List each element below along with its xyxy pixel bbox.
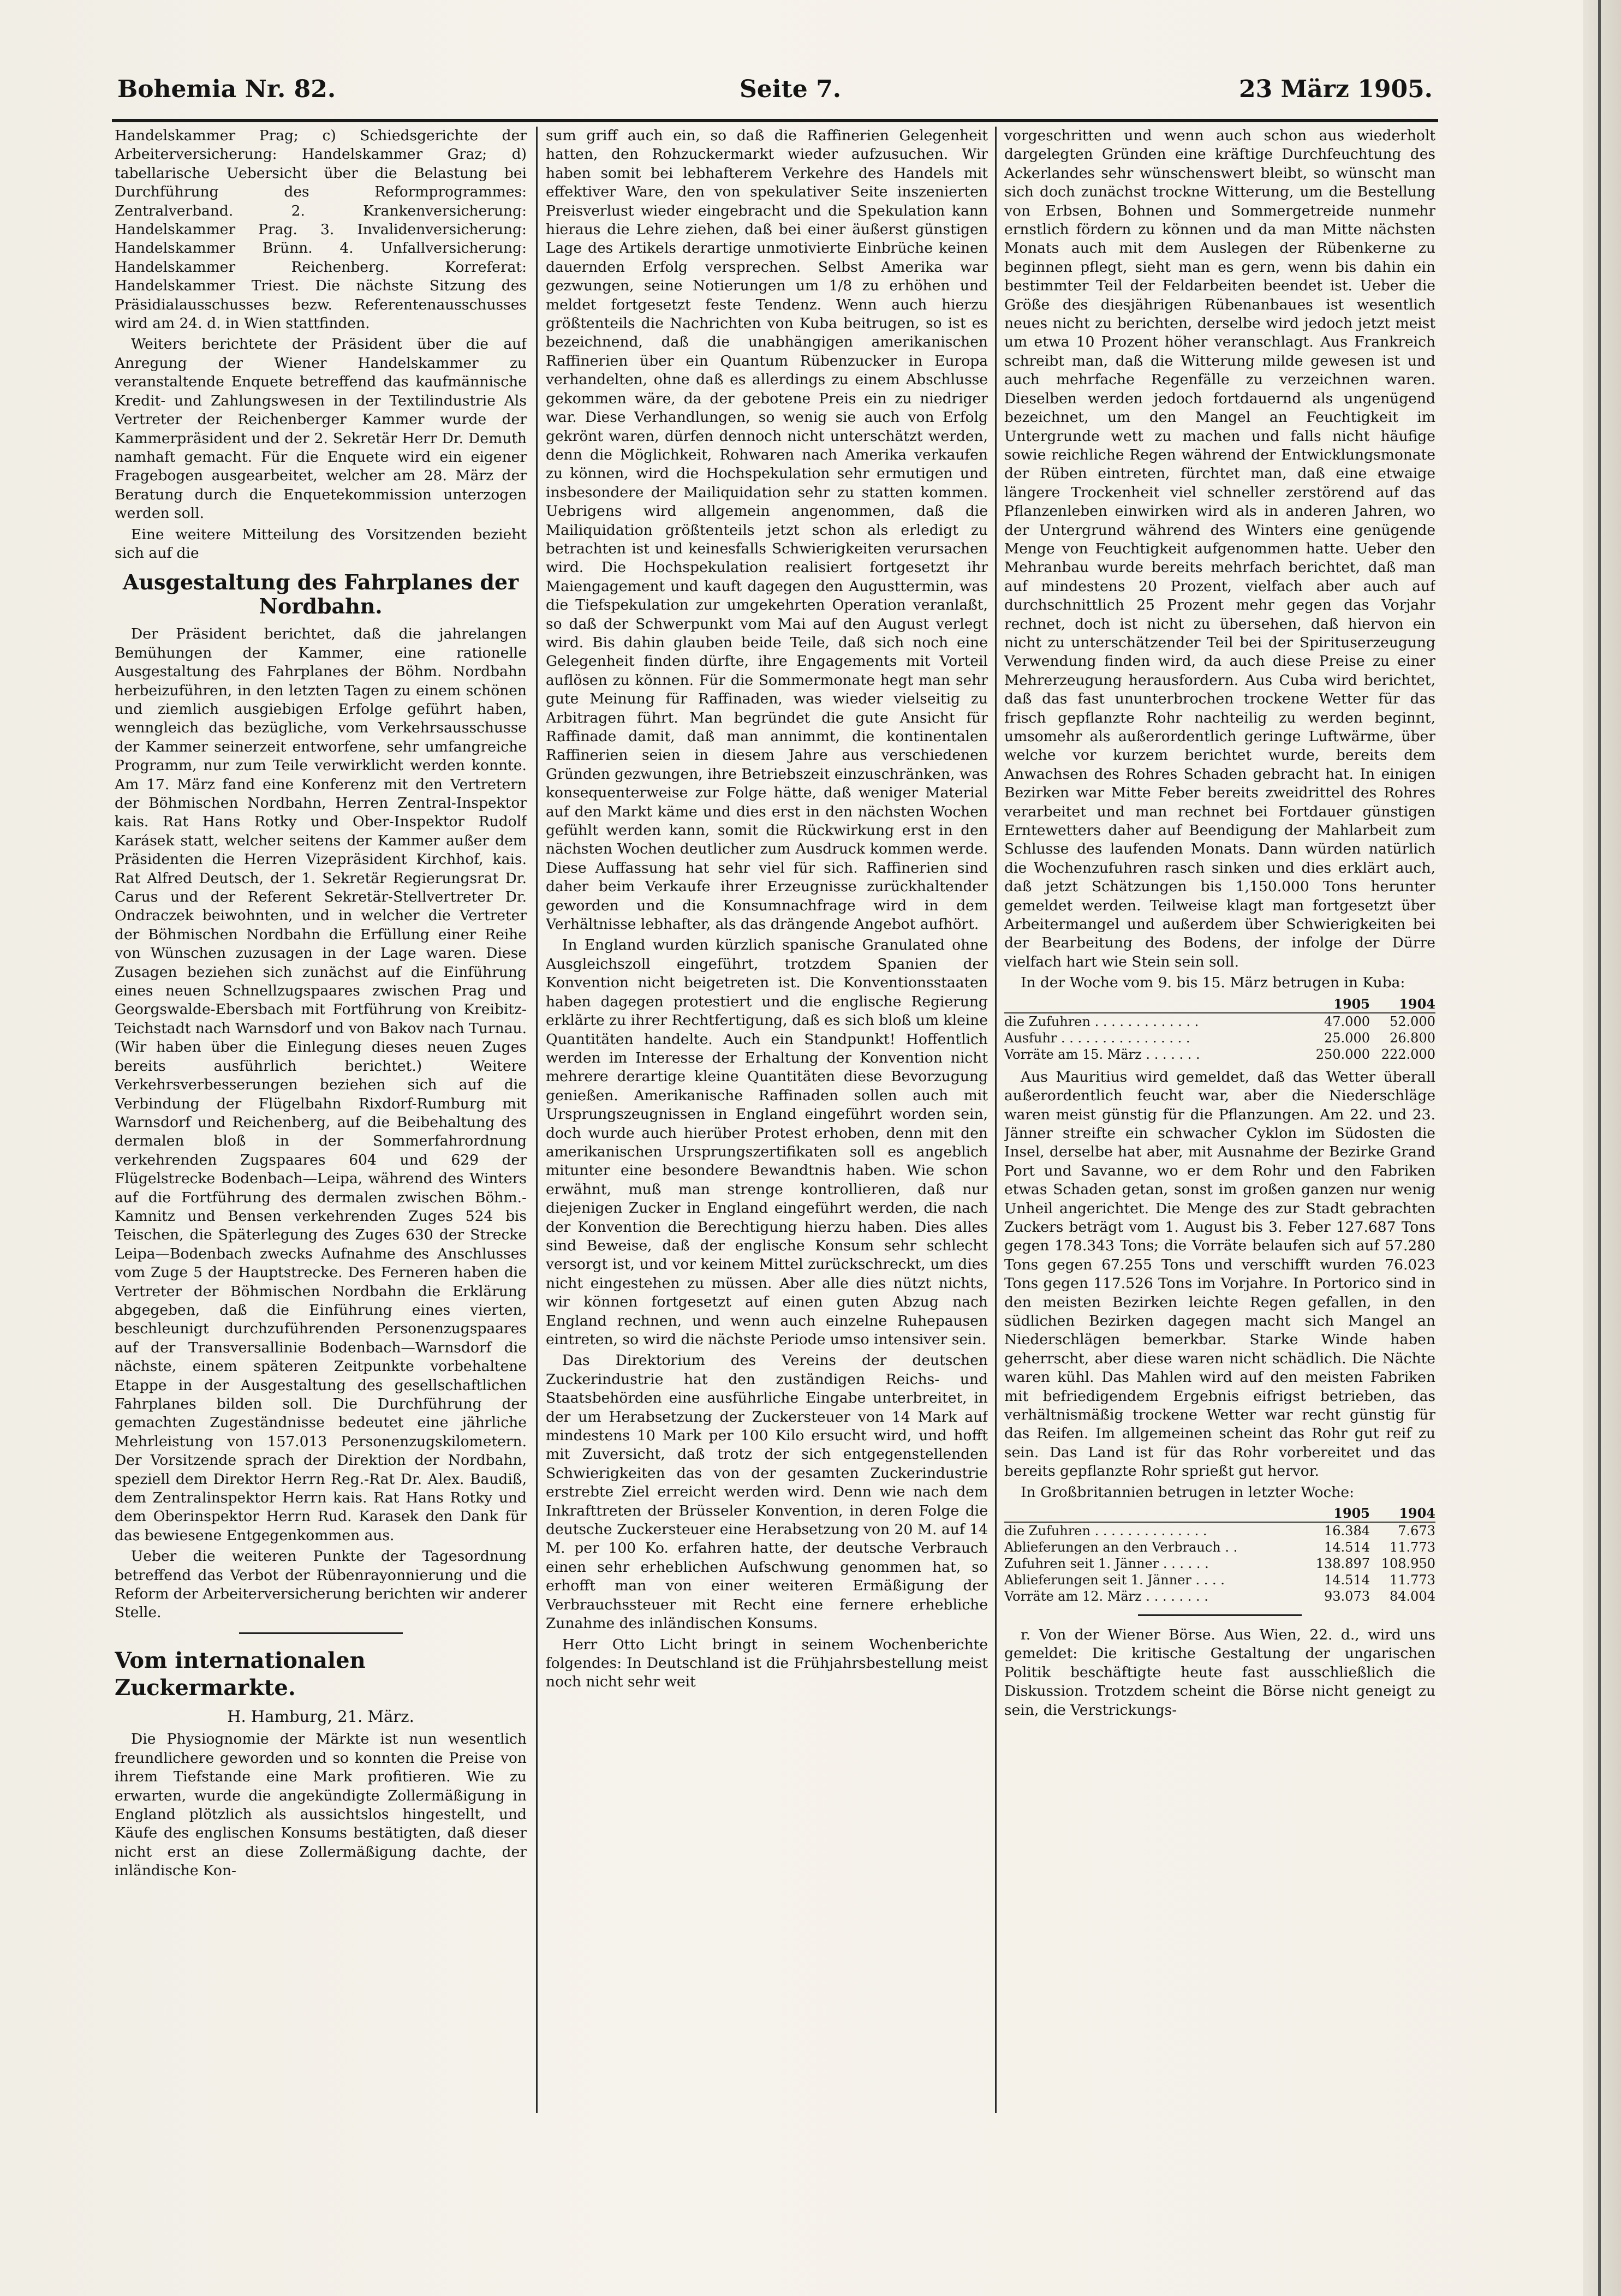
article-paragraph: sum griff auch ein, so daß die Raffinerien Gelegenheit hatten, den Rohzuckermarkt wieder aufzusuchen. Wir haben somit bei lebhafterem Verkehre des Handels mit effektiver Ware, den von spekulativer Seite inszenierten Preisverlust wieder eingebracht und die Spekulation kann hieraus die Lehre ziehen, daß bei einer äußerst günstigen Lage des Artikels derartige unmotivierte Einbrüche keinen dauernden Erfolg versprechen. Selbst Amerika war gezwungen, seine Notierungen um 1/8 zu erhöhen und meldet fortgesetzt feste Tendenz. Wenn auch hierzu größtenteils die Nachrichten von Kuba beitrugen, so ist es bezeichnend, daß die unabhängigen amerikanischen Raffinerien über ein Quantum Rübenzucker in Europa verhandelten, ohne daß es allerdings zu einem Abschlusse gekommen wäre, da der gebotene Preis ein zu niedriger war. Diese Verhandlungen, so wenig sie auch von Erfolg gekrönt waren, dürfen dennoch nicht unterschätzt werden, denn die Möglichkeit, Rohwaren nach Amerika verkaufen zu können, wird die Hochspekulation sehr ermutigen und insbesondere der Mailiquidation sehr zu statten kommen. Uebrigens wird allgemein angenommen, daß die Mailiquidation größtenteils jetzt schon als erledigt zu betrachten ist und keinesfalls Schwierigkeiten verursachen wird. Die Hochspekulation realisiert fortgesetzt ihr Maiengagement und kauft dagegen den Augusttermin, was die Tiefspekulation zur umgekehrten Operation veranlaßt, so daß der Schwerpunkt vom Mai auf den August verlegt wird. Bis dahin glauben beide Teile, daß sich noch eine Gelegenheit finden dürfte, ihre Engagements mit Vorteil auflösen zu können. Für die Sommermonate hegt man sehr gute Meinung für Raffinaden, was wieder vielseitig zu Arbitragen führt. Man begründet die gute Ansicht für Raffinade damit, daß man annimmt, die kontinentalen Raffinerien seien in diesem Jahre aus verschiedenen Gründen gezwungen, ihre Betriebszeit einzuschränken, was konsequenterweise zur Folge hätte, daß weniger Material auf den Markt käme und dies erst in den nächsten Wochen gefühlt werden kann, somit die Rückwirkung erst in den nächsten Wochen deutlicher zum Ausdruck kommen werde. Diese Auffassung hat sehr viel für sich. Raffinerien sind daher beim Verkaufe ihrer Erzeugnisse zurückhaltender geworden und die Konsumnachfrage wird in dem Verhältnisse lebhafter, als das drängende Angebot aufhört. [546, 127, 988, 933]
table-label: Zufuhren seit 1. Jänner . . . . . . [1004, 1556, 1209, 1572]
section-heading: Ausgestaltung des Fahrplanes der Nordbahn. [122, 570, 519, 619]
column-rule [995, 127, 997, 2113]
article-paragraph: In England wurden kürzlich spanische Granulated ohne Ausgleichszoll eingeführt, trotzdem Spanien der Konvention nicht beigetreten ist. Die Konventionsstaaten haben dagegen protestiert und die englische Regierung erklärte zu ihrer Rechtfertigung, daß es sich bloß um kleine Quantitäten handelte. Auch ein Standpunkt! Hoffentlich werden im Interesse der Erhaltung der Konvention nicht mehrere derartige kleine Quantitäten diese Bevorzugung genießen. Amerikanische Raffinaden sollen auch mit Ursprungszeugnissen in England eingeführt worden sein, doch wurde auch hierüber Protest erhoben, denn mit den amerikanischen Ursprungszertifikaten soll es angeblich mitunter eine besondere Bewandtnis haben. Wie schon erwähnt, muß man strenge kontrollieren, daß nur diejenigen Zucker in England eingeführt werden, die nach der Konvention die Berechtigung hierzu haben. Dies alles sind Beweise, daß der englische Konsum sehr schlecht versorgt ist, und vor keinem Mittel zurückschreckt, um dies nicht eingestehen zu müssen. Aber alle dies nützt nichts, wir können fortgesetzt auf einen guten Abzug nach England rechnen, und wenn auch einzelne Ruhepausen eintreten, so wird die nächste Periode umso intensiver sein. [546, 937, 988, 1348]
table-cell: 47.000 [1324, 1013, 1370, 1029]
table-cell: 52.000 [1390, 1013, 1435, 1029]
table-cell: 84.004 [1390, 1589, 1435, 1605]
table-row [1004, 1572, 1435, 1588]
article-paragraph: r. Von der Wiener Börse. Aus Wien, 22. d., wird uns gemeldet: Die kritische Gestaltung der ungarischen Politik beschäftigte heute fast ausschließlich die Diskussion. Trotzdem scheint die Börse nicht geneigt zu sein, die Verstrickungs- [1004, 1626, 1435, 1719]
table-row [1004, 1046, 1435, 1063]
table-header-row [1004, 996, 1435, 1013]
dateline: H. Hamburg, 21. März. [227, 1707, 414, 1726]
table-header-row [1004, 1505, 1435, 1522]
table-row [1004, 1555, 1435, 1572]
table-year: 1905 [1304, 996, 1370, 1013]
great-britain-statistics-table [1004, 1505, 1435, 1605]
article-paragraph: Das Direktorium des Vereins der deutschen Zuckerindustrie hat den zuständigen Reichs- und Staatsbehörden eine ausführliche Eingabe unterbreitet, in der um Herabsetzung der Zuckersteuer von 14 Mark auf mindestens 10 Mark per 100 Kilo ersucht wird, und hofft mit Zuversicht, daß trotz der sich entgegenstellenden Schwierigkeiten das von der gesamten Zuckerindustrie erstrebte Ziel erreicht werden wird. Denn wie nach dem Inkrafttreten der Brüsseler Konvention, in deren Folge die deutsche Zuckersteuer eine Herabsetzung von 20 M. auf 14 M. per 100 Ko. erfahren hatte, der deutsche Verbrauch einen sehr erheblichen Aufschwung genommen hat, so erhofft man von einer weiteren Ermäßigung der Verbrauchssteuer mit Recht eine fernere erhebliche Zunahme des inländischen Konsums. [546, 1352, 988, 1632]
column-2 [546, 127, 988, 2113]
article-paragraph: Aus Mauritius wird gemeldet, daß das Wetter überall außerordentlich feucht war, aber die Niederschläge waren meist günstig für die Pflanzungen. Am 22. und 23. Jänner streifte ein schwacher Cyklon im Südosten die Insel, derselbe hat aber, mit Ausnahme der Bezirke Grand Port und Savanne, wo er dem Rohr und den Fabriken etwas Schaden getan, sonst im großen ganzen nur wenig Unheil angerichtet. Die Menge des zur Stadt gebrachten Zuckers beträgt vom 1. August bis 3. Feber 127.687 Tons gegen 178.343 Tons; die Vorräte belaufen sich auf 57.280 Tons gegen 67.255 Tons und verschifft wurden 76.023 Tons gegen 117.526 Tons im Vorjahre. In Portorico sind in den meisten Bezirken leichte Regen gefallen, in den südlichen Bezirken dagegen macht sich Mangel an Niederschlägen bemerkbar. Starke Winde haben geherrscht, aber diese waren nicht schädlich. Die Nächte waren kühl. Das Mahlen wird auf den meisten Fabriken mit befriedigendem Ergebnis eifrigst betrieben, das verhältnismäßig trockene Wetter war recht günstig für das Reifen. Im allgemeinen scheint das Rohr gut reif zu sein. Das Land ist für das Rohr vorbereitet und das bereits gepflanzte Rohr sprießt gut hervor. [1004, 1068, 1435, 1480]
article-paragraph: In der Woche vom 9. bis 15. März betrugen in Kuba: [1021, 974, 1405, 992]
article-divider [239, 1632, 403, 1634]
table-row [1004, 1030, 1435, 1046]
page-header [117, 75, 1433, 114]
table-cell: 222.000 [1381, 1046, 1435, 1062]
article-paragraph: Der Präsident berichtet, daß die jahrelangen Bemühungen der Kammer, eine rationelle Ausgestaltung des Fahrplanes der Böhm. Nordbahn herbeizuführen, in den letzten Tagen zu einem schönen und ziemlich ausgiebigen Erfolge geführt haben, wenngleich das bezügliche, vom Verkehrsausschusse der Kammer seinerzeit entworfene, sehr umfangreiche Programm, nur zum Teile verwirklicht werden konnte. Am 17. März fand eine Konferenz mit den Vertretern der Böhmischen Nordbahn, Herren Zentral-Inspektor kais. Rat Hans Rotky und Ober-Inspektor Rudolf Karásek statt, welcher seitens der Kammer außer dem Präsidenten die Herren Vizepräsident Kirchhof, kais. Rat Alfred Deutsch, der 1. Sekretär Regierungsrat Dr. Carus und der Referent Sekretär-Stellvertreter Dr. Ondraczek beiwohnten, und in welcher die Vertreter der Böhmischen Nordbahn die Erfüllung einer Reihe von Wünschen zuzusagen in der Lage waren. Diese Zusagen beziehen sich zunächst auf die Einführung eines neuen Schnellzugspaares zwischen Prag und Georgswalde-Ebersbach mit Fortführung von Kreibitz-Teichstadt nach Warnsdorf und von Bakov nach Turnau. (Wir haben über die Einlegung dieses neuen Zuges bereits ausführlich berichtet.) Weitere Verkehrsverbesserungen beziehen sich auf die Verbindung der Flügelbahn Rixdorf-Rumburg mit Warnsdorf und Reichenberg, auf die Beibehaltung des dermalen bloß in der Sommerfahrordnung verkehrenden Zugspaares 604 und 629 der Flügelstrecke Bodenbach—Leipa, während des Winters auf die Fortführung des dermalen zwischen Böhm.-Kamnitz und Bensen verkehrenden Zuges 524 bis Teischen, die Späterlegung des Zuges 630 der Strecke Leipa—Bodenbach zwecks Aufnahme des Anschlusses vom Zuge 5 der Hauptstrecke. Des Ferneren haben die Vertreter der Böhmischen Nordbahn die Erklärung abgegeben, daß die Einführung eines vierten, beschleunigt durchzuführenden Personenzugspaares auf der Transversallinie Bodenbach—Warnsdorf die nächste, einem späteren Zeitpunkte vorbehaltene Etappe in der Ausgestaltung des gesellschaftlichen Fahrplanes bilden soll. Die Durchführung der gemachten Zugeständnisse bedeutet eine jährliche Mehrleistung von 157.013 Personenzugskilometern. Der Vorsitzende sprach der Direktion der Nordbahn, speziell dem Direktor Herrn Reg.-Rat Dr. Alex. Baudiß, dem Zentralinspektor Herrn kais. Rat Hans Rotky und dem Oberinspektor Herrn Rud. Karasek den Dank für das bewiesene Entgegenkommen aus. [115, 625, 527, 1544]
table-cell: 93.073 [1324, 1589, 1370, 1605]
article-paragraph: Ueber die weiteren Punkte der Tagesordnung betreffend das Verbot der Rübenrayonnierung und die Reform der Arbeiterversicherung berichten wir anderer Stelle. [115, 1548, 527, 1621]
table-row [1004, 1539, 1435, 1555]
table-label: Vorräte am 12. März . . . . . . . . [1004, 1589, 1208, 1605]
header-publication: Bohemia Nr. 82. [117, 75, 336, 103]
table-year: 1904 [1370, 996, 1435, 1013]
table-cell: 138.897 [1315, 1556, 1370, 1572]
article-paragraph: Weiters berichtete der Präsident über die auf Anregung der Wiener Handelskammer zu veranstaltende Enquete betreffend das kaufmännische Kredit- und Zahlungswesen in der Textilindustrie Als Vertreter der Reichenberger Kammer wurde der Kammerpräsident und der 2. Sekretär Herr Dr. Demuth namhaft gemacht. Für die Enquete wird ein eigener Fragebogen ausgearbeitet, welcher am 28. März der Beratung durch die Enquetekommission unterzogen werden soll. [115, 336, 527, 522]
table-label: Vorräte am 15. März . . . . . . . [1004, 1046, 1200, 1062]
kuba-statistics-table [1004, 996, 1435, 1063]
table-cell: 26.800 [1390, 1030, 1435, 1046]
article-headline: Vom internationalen Zuckermarkte. [115, 1647, 366, 1701]
article-paragraph: vorgeschritten und wenn auch schon aus wiederholt dargelegten Gründen eine kräftige Durchfeuchtung des Ackerlandes sehr wünschenswert bleibt, so wünscht man sich doch zunächst trockne Witterung, um die Bestellung von Erbsen, Bohnen und Sommergetreide nunmehr ernstlich fördern zu können und da man Mitte nächsten Monats auch mit dem Auslegen der Rübenkerne zu beginnen pflegt, sieht man es gern, wenn bis dahin ein bestimmter Teil der Feldarbeiten beendet ist. Ueber die Größe des diesjährigen Rübenanbaues ist wesentlich neues nicht zu berichten, derselbe wird jedoch jetzt meist um etwa 10 Prozent höher veranschlagt. Aus Frankreich schreibt man, daß die Witterung milde gewesen ist und auch mehrfache Regenfälle zu verzeichnen waren. Dieselben werden jedoch fortdauernd als ungenügend bezeichnet, um den Mangel an Feuchtigkeit im Untergrunde wett zu machen und falls nicht häufige sowie reichliche Regen während der Entwicklungsmonate der Rüben eintreten, fürchtet man, daß eine etwaige längere Trockenheit viel schneller zerstörend auf das Pflanzenleben einwirken wird als in anderen Jahren, wo der Untergrund während des Winters eine genügende Menge von Feuchtigkeit aufgenommen hatte. Ueber den Mehranbau wurde bereits mehrfach berichtet, daß man auf mindestens 20 Prozent, vielfach aber auch auf durchschnittlich 25 Prozent mehr gegen das Vorjahr rechnet, doch ist nicht zu übersehen, daß hiervon ein nicht zu unterschätzender Teil bei der Spirituserzeugung Verwendung finden wird, da auch diese Preise zu einer Mehrerzeugung herausfordern. Aus Cuba wird berichtet, daß das fast ununterbrochen trockene Wetter für das frisch gepflanzte Rohr nachteilig zu werden beginnt, umsomehr als außerordentlich geringe Luftwärme, über welche vor kurzem berichtet wurde, bereits dem Anwachsen des Rohres Schaden gebracht hat. In einigen Bezirken war Mitte Feber bereits zweidrittel des Rohres verarbeitet und man rechnet bei Fortdauer günstigen Erntewetters daher auf Beendigung der Mahlarbeit zum Schlusse des laufenden Monats. Dann würden natürlich die Wochenzufuhren rasch sinken und dies erklärt auch, daß jetzt Schätzungen bis 1,150.000 Tons herunter gemeldet werden. Teilweise klagt man fortgesetzt über Arbeitermangel und außerdem über Schwierigkeiten bei der Bearbeitung des Bodens, der infolge der Dürre vielfach hart wie Stein sein soll. [1004, 127, 1435, 970]
header-rule [112, 119, 1438, 122]
article-paragraph: Eine weitere Mitteilung des Vorsitzenden bezieht sich auf die [115, 526, 527, 562]
table-cell: 250.000 [1315, 1046, 1370, 1062]
table-cell: 16.384 [1324, 1523, 1370, 1539]
article-paragraph: Die Physiognomie der Märkte ist nun wesentlich freundlichere geworden und so konnten die Preise von ihrem Tiefstande eine Mark profitieren. Wie zu erwarten, wurde die angekündigte Zollermäßigung in England plötzlich als aussichtslos hingestellt, und Käufe des englischen Konsums bestätigten, daß dieser nicht erst an diese Zollermäßigung dachte, der inländische Kon- [115, 1731, 527, 1880]
header-date: 23 März 1905. [1238, 75, 1433, 103]
table-year: 1904 [1370, 1505, 1435, 1522]
header-page-number: Seite 7. [740, 75, 842, 103]
table-label: Ablieferungen an den Verbrauch . . [1004, 1540, 1238, 1555]
table-cell: 7.673 [1398, 1523, 1435, 1539]
table-row [1004, 1588, 1435, 1605]
column-1 [115, 127, 527, 2113]
table-label: Ablieferungen seit 1. Jänner . . . . [1004, 1572, 1225, 1588]
table-cell: 14.514 [1324, 1540, 1370, 1555]
article-divider [1138, 1614, 1302, 1616]
table-row [1004, 1522, 1435, 1539]
table-row [1004, 1013, 1435, 1030]
table-cell: 11.773 [1390, 1572, 1435, 1588]
table-label: Ausfuhr . . . . . . . . . . . . . . . . [1004, 1030, 1190, 1046]
article-paragraph: Handelskammer Prag; c) Schiedsgerichte der Arbeiterversicherung: Handelskammer Graz; d) tabellarische Uebersicht über die Belastung bei Durchführung des Reformprogrammes: Zentralverband. 2. Krankenversicherung: Handelskammer Prag. 3. Invalidenversicherung: Handelskammer Brünn. 4. Unfallversicherung: Handelskammer Reichenberg. Korreferat: Handelskammer Triest. Die nächste Sitzung des Präsidialausschusses bezw. Referentenausschusses wird am 24. d. in Wien stattfinden. [115, 127, 527, 332]
table-cell: 11.773 [1390, 1540, 1435, 1555]
article-paragraph: Herr Otto Licht bringt in seinem Wochenberichte folgendes: In Deutschland ist die Frühjahrsbestellung meist noch nicht sehr weit [546, 1636, 988, 1691]
table-year: 1905 [1304, 1505, 1370, 1522]
article-paragraph: In Großbritannien betrugen in letzter Woche: [1021, 1483, 1355, 1501]
table-cell: 108.950 [1381, 1556, 1435, 1572]
scan-edge [1583, 0, 1621, 2296]
table-cell: 25.000 [1324, 1030, 1370, 1046]
column-3 [1004, 127, 1435, 2113]
column-rule [536, 127, 538, 2113]
table-cell: 14.514 [1324, 1572, 1370, 1588]
table-label: die Zufuhren . . . . . . . . . . . . . [1004, 1013, 1199, 1029]
table-label: die Zufuhren . . . . . . . . . . . . . . [1004, 1523, 1207, 1539]
